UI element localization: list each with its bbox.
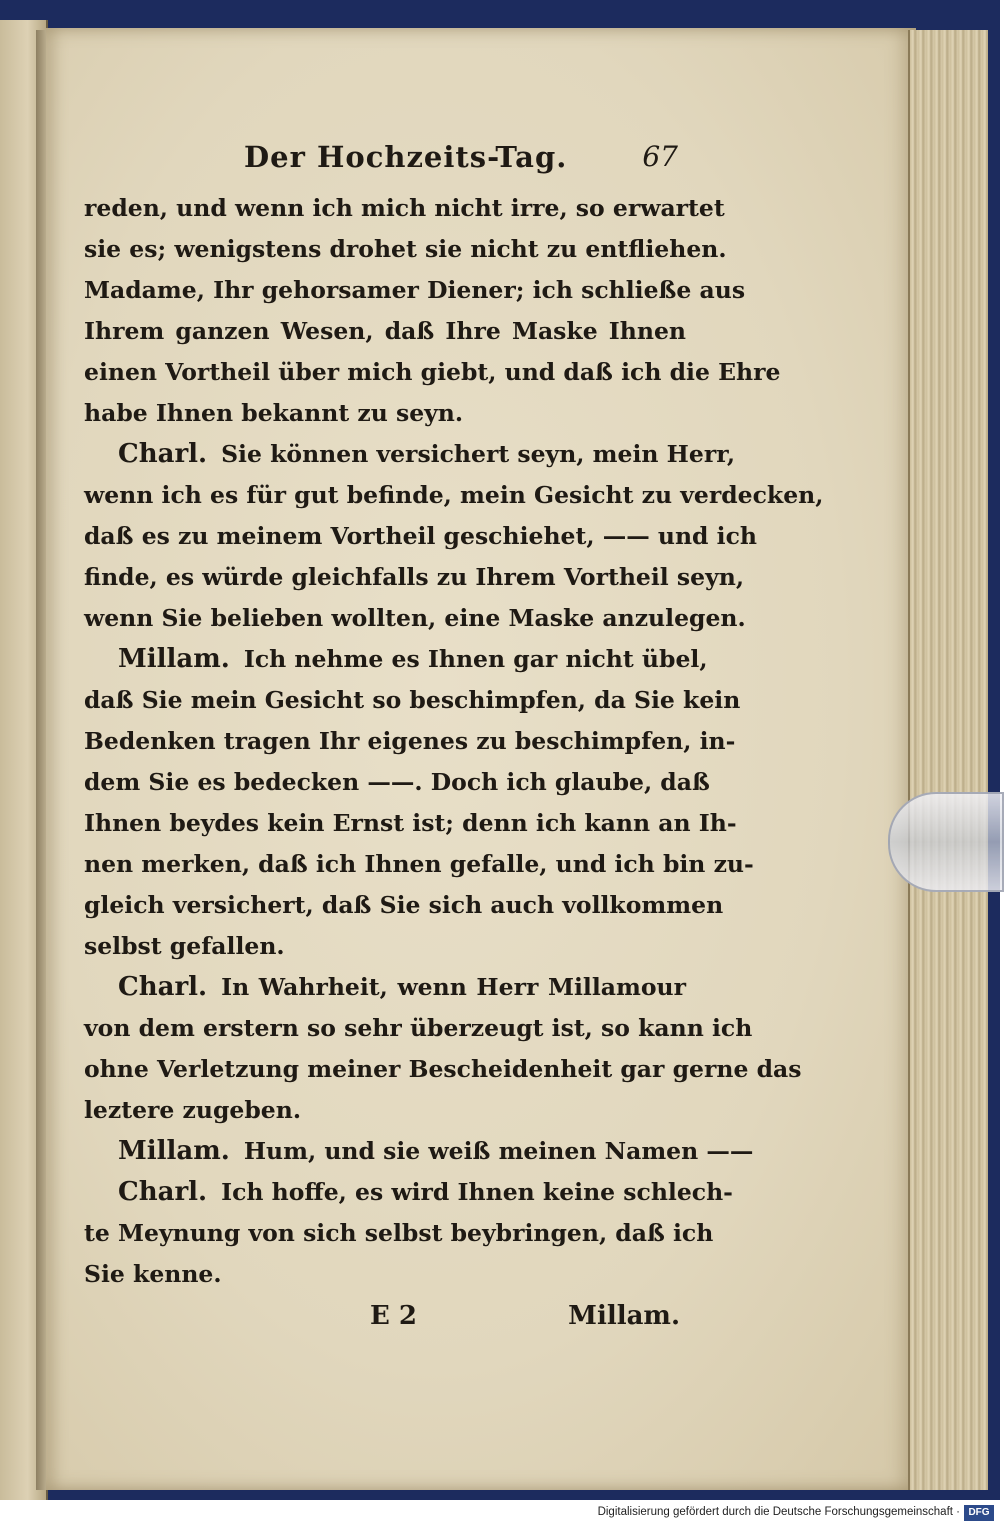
text-line: sie es; wenigstens drohet sie nicht zu entfliehen. bbox=[84, 235, 727, 263]
text-line: wenn Sie belieben wollten, eine Maske anzulegen. bbox=[84, 604, 746, 632]
text-line: einen Vortheil über mich giebt, und daß ich die Ehre bbox=[84, 358, 781, 386]
text-line: Bedenken tragen Ihr eigenes zu beschimpfen, in- bbox=[84, 727, 736, 755]
speech-block bbox=[84, 1172, 733, 1295]
text-line: Madame, Ihr gehorsamer Diener; ich schließe aus bbox=[84, 276, 746, 304]
speech-block bbox=[84, 967, 802, 1131]
funding-credit: Digitalisierung gefördert durch die Deutsche Forschungsgemeinschaft · bbox=[597, 1506, 960, 1518]
text-line: daß Sie mein Gesicht so beschimpfen, da Sie kein bbox=[84, 686, 741, 714]
credit-bar bbox=[0, 1500, 1000, 1528]
signature-mark: E 2 bbox=[370, 1301, 417, 1331]
speech-text: In Wahrheit, wenn Herr Millamour bbox=[221, 973, 686, 1001]
speaker-name: Millam. bbox=[118, 644, 230, 674]
text-line: Sie kenne. bbox=[84, 1260, 222, 1288]
running-head: Der Hochzeits-Tag. bbox=[244, 140, 568, 174]
text-line: finde, es würde gleichfalls zu Ihrem Vortheil seyn, bbox=[84, 563, 745, 591]
speech-block bbox=[84, 434, 824, 639]
text-line: leztere zugeben. bbox=[84, 1096, 302, 1124]
dfg-logo: DFG bbox=[964, 1505, 994, 1521]
speech-text: Ich hoffe, es wird Ihnen keine schlech- bbox=[221, 1178, 733, 1206]
text-line: daß es zu meinem Vortheil geschiehet, —— und ich bbox=[84, 522, 757, 550]
text-line: Ihrem ganzen Wesen, daß Ihre Maske Ihnen bbox=[84, 317, 686, 345]
page-clip bbox=[888, 792, 1004, 892]
speaker-name: Charl. bbox=[118, 1177, 208, 1207]
page-header bbox=[84, 140, 686, 188]
page-footer bbox=[84, 1301, 686, 1345]
speech-first-line bbox=[84, 434, 736, 475]
catchword: Millam. bbox=[568, 1301, 680, 1331]
speech-first-line bbox=[84, 967, 686, 1008]
text-line: gleich versichert, daß Sie sich auch vollkommen bbox=[84, 891, 724, 919]
speaker-name: Charl. bbox=[118, 972, 208, 1002]
speech-block bbox=[84, 1131, 754, 1172]
text-line: wenn ich es für gut befinde, mein Gesicht zu verdecken, bbox=[84, 481, 824, 509]
speech-first-line bbox=[84, 1172, 733, 1213]
text-line: ohne Verletzung meiner Bescheidenheit gar gerne das bbox=[84, 1055, 802, 1083]
text-line: reden, und wenn ich mich nicht irre, so erwartet bbox=[84, 194, 725, 222]
text-line: selbst gefallen. bbox=[84, 932, 285, 960]
speech-text: Sie können versichert seyn, mein Herr, bbox=[221, 440, 736, 468]
text-line: von dem erstern so sehr überzeugt ist, so kann ich bbox=[84, 1014, 753, 1042]
speech-first-line bbox=[84, 1131, 754, 1172]
page-text bbox=[84, 140, 824, 1345]
page-number: 67 bbox=[642, 140, 678, 173]
page-fore-edge bbox=[908, 30, 988, 1490]
speech-block bbox=[84, 639, 754, 967]
text-line: te Meynung von sich selbst beybringen, daß ich bbox=[84, 1219, 714, 1247]
speaker-name: Millam. bbox=[118, 1136, 230, 1166]
speech-text: Hum, und sie weiß meinen Namen —— bbox=[243, 1137, 754, 1165]
text-line: Ihnen beydes kein Ernst ist; denn ich kann an Ih- bbox=[84, 809, 737, 837]
text-line: habe Ihnen bekannt zu seyn. bbox=[84, 399, 464, 427]
text-line: dem Sie es bedecken ——. Doch ich glaube, daß bbox=[84, 768, 710, 796]
text-lines bbox=[84, 188, 781, 434]
speech-first-line bbox=[84, 639, 708, 680]
text-line: nen merken, daß ich Ihnen gefalle, und ich bin zu- bbox=[84, 850, 754, 878]
speech-text: Ich nehme es Ihnen gar nicht übel, bbox=[243, 645, 708, 673]
speaker-name: Charl. bbox=[118, 439, 208, 469]
